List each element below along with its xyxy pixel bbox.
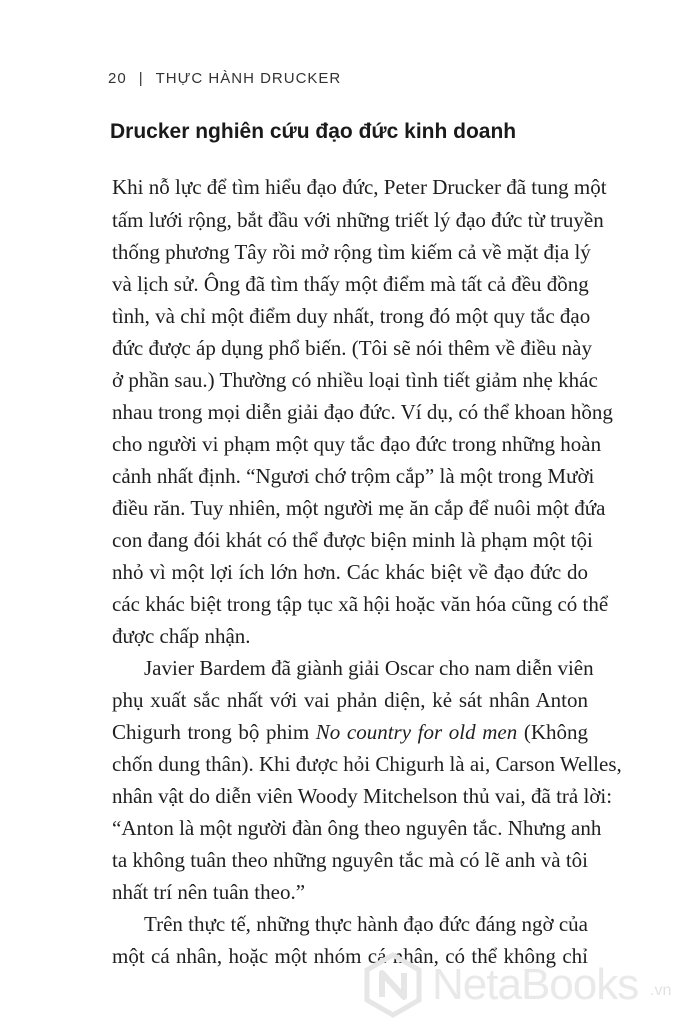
netabooks-logo-icon [360,952,426,1018]
text-line: các khác biệt trong tập tục xã hội hoặc văn hóa cũng có thể [112,592,609,616]
text-line: nhau trong mọi diễn giải đạo đức. Ví dụ, có thể khoan hồng [112,400,613,424]
text-line: Khi nỗ lực để tìm hiểu đạo đức, Peter Drucker đã tung một [112,175,607,199]
text-line: tình, và chỉ một điểm duy nhất, trong đó một quy tắc đạo [112,304,591,328]
book-title: THỰC HÀNH DRUCKER [155,70,342,87]
text-line: chốn dung thân). Khi được hỏi Chigurh là ai, Carson Welles, [112,752,622,776]
text-line: Trên thực tế, những thực hành đạo đức đáng ngờ của [144,912,588,936]
text-line: đức được áp dụng phổ biến. (Tôi sẽ nói thêm về điều này [112,336,593,360]
text-line: cảnh nhất định. “Ngươi chớ trộm cắp” là một trong Mười [112,464,595,488]
text-line: phụ xuất sắc nhất với vai phản diện, kẻ sát nhân Anton [112,688,588,712]
text-line: Javier Bardem đã giành giải Oscar cho nam diễn viên [144,656,594,680]
text-line: tấm lưới rộng, bắt đầu với những triết lý đạo đức từ truyền [112,208,604,232]
text-segment: Chigurh trong bộ phim [112,720,316,744]
text-line: nhỏ vì một lợi ích lớn hơn. Các khác biệt về đạo đức do [112,560,588,584]
text-line: và lịch sử. Ông đã tìm thấy một điểm mà tất cả đều đồng [112,272,589,296]
watermark [360,950,690,1020]
page-number: 20 [108,70,127,87]
text-line [112,716,588,748]
text-line: ở phần sau.) Thường có nhiều loại tình tiết giảm nhẹ khác [112,368,598,392]
text-line: cho người vi phạm một quy tắc đạo đức trong những hoàn [112,432,602,456]
text-line: được chấp nhận. [112,624,251,648]
text-line: ta không tuân theo những nguyên tắc mà có lẽ anh và tôi [112,848,588,872]
text-line: “Anton là một người đàn ông theo nguyên tắc. Nhưng anh [112,816,602,840]
watermark-brand: NetaBooks [432,960,639,1009]
text-line: điều răn. Tuy nhiên, một người mẹ ăn cắp để nuôi một đứa [112,496,606,520]
header-separator: | [138,70,144,87]
text-line: nhân vật do diễn viên Woody Mitchelson thủ vai, đã trả lời: [112,784,613,808]
text-line: một cá nhân, hoặc một nhóm cá nhân, có thể không chỉ [112,944,588,968]
text-segment: (Không [517,720,588,744]
text-line: nhất trí nên tuân theo.” [112,880,306,904]
running-header [108,70,341,87]
text-line: con đang đói khát có thể được biện minh là phạm một tội [112,528,593,552]
film-title: No country for old men [315,720,518,744]
watermark-suffix: .vn [650,982,672,999]
section-title: Drucker nghiên cứu đạo đức kinh doanh [110,120,517,143]
text-line: thống phương Tây rồi mở rộng tìm kiếm cả về mặt địa lý [112,240,591,264]
